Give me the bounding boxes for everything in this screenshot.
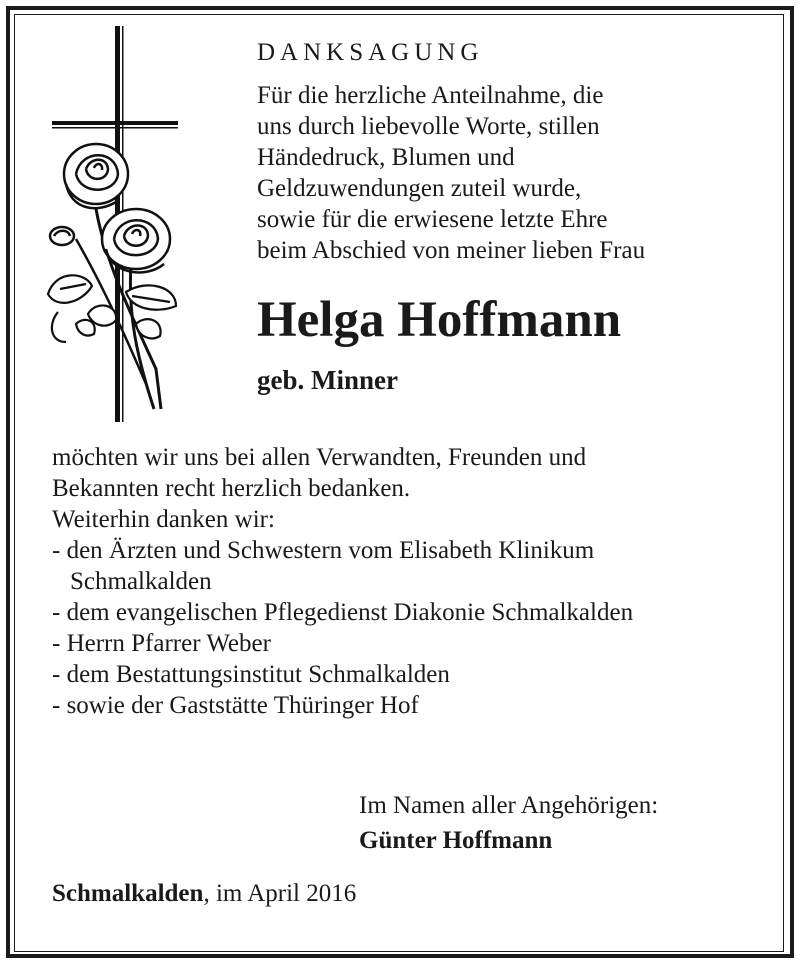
thanks-list-item: - dem Bestattungsinstitut Schmalkalden [52,661,450,688]
intro-line: Für die herzliche Anteilnahme, die [257,82,604,109]
intro-text [257,80,645,266]
footer-date: , im April 2016 [203,880,357,907]
thanks-list-item-continuation: Schmalkalden [70,568,212,595]
thanks-list-item: - dem evangelischen Pflegedienst Diakonie Schmalkalden [52,599,634,626]
thanks-line: möchten wir uns bei allen Verwandten, Freunden und [52,444,587,471]
signer-name: Günter Hoffmann [359,827,553,854]
intro-line: beim Abschied von meiner lieben Frau [257,237,646,264]
thanks-text [52,442,633,721]
intro-line: uns durch liebevolle Worte, stillen [257,113,600,140]
intro-line: sowie für die erwiesene letzte Ehre [257,206,608,233]
deceased-name: Helga Hoffmann [257,292,622,348]
thanks-line: Weiterhin danken wir: [52,506,275,533]
deceased-birth-name: geb. Minner [257,365,398,395]
place-and-date [52,878,356,910]
thanks-list-item: - sowie der Gaststätte Thüringer Hof [52,692,419,719]
heading: DANKSAGUNG [257,39,484,66]
cross-with-roses-icon [36,24,186,424]
thanks-list-item: - den Ärzten und Schwestern vom Elisabeth Klinikum [52,537,595,564]
thanks-list-item: - Herrn Pfarrer Weber [52,630,271,657]
intro-line: Händedruck, Blumen und [257,144,515,171]
signoff-line: Im Namen aller Angehörigen: [359,792,659,819]
signoff-block [359,788,658,858]
intro-line: Geldzuwendungen zuteil wurde, [257,175,582,202]
thanks-line: Bekannten recht herzlich bedanken. [52,475,411,502]
footer-city: Schmalkalden [52,880,204,907]
